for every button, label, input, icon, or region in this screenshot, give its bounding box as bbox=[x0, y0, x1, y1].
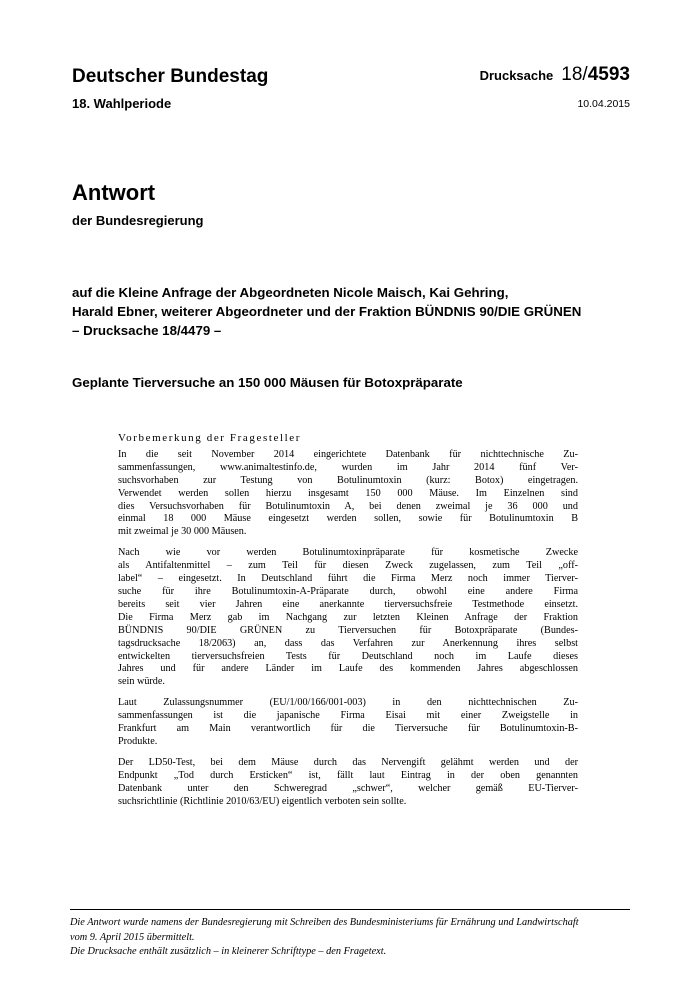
text-line: Nach wie vor werden Botulinumtoxinpräparate für kosmetische Zwecke bbox=[118, 547, 578, 559]
text-line: suchsrichtlinie (Richtlinie 2010/63/EU) eigentlich verboten sein sollte. bbox=[118, 795, 407, 807]
text-line: entwickelten tierversuchsfreien Tests für Deutschland noch im Laufe dieses bbox=[118, 650, 578, 662]
text-line: Laut Zulassungsnummer (EU/1/00/166/001-003) in den nichttechnischen Zu- bbox=[118, 697, 578, 709]
text-line: sein würde. bbox=[118, 676, 165, 688]
request-line: Harald Ebner, weiterer Abgeordneter und der Fraktion BÜNDNIS 90/DIE GRÜNEN bbox=[72, 304, 582, 319]
text-line: Jahres und für andere Länder im Laufe des kommenden Jahres abgeschlossen bbox=[118, 663, 578, 675]
text-line: mit zweimal je 30 000 Mäusen. bbox=[118, 526, 247, 538]
document-type: Antwort bbox=[72, 180, 156, 205]
footer-line: Die Antwort wurde namens der Bundesregierung mit Schreiben des Bundesministeriums für Ernährung und Landwirtschaft bbox=[70, 917, 579, 928]
footer-divider bbox=[70, 909, 630, 910]
text-line: bereits seit vier Jahren eine anerkannte tierversuchsfreie Testmethode einsetzt. bbox=[118, 598, 578, 610]
text-line: suche für ihre Botulinumtoxin-A-Präparate durch, obwohl eine andere Firma bbox=[118, 585, 578, 597]
text-line: In die seit November 2014 eingerichtete Datenbank für nichttechnische Zu- bbox=[118, 448, 578, 460]
text-line: suchsvorhaben zur Testung von Botulinumtoxin (kurz: Botox) eingetragen. bbox=[118, 474, 578, 486]
request-reference bbox=[72, 283, 642, 340]
paragraph bbox=[118, 697, 578, 749]
request-line: – Drucksache 18/4479 – bbox=[72, 323, 222, 338]
text-line: Datenbank unter den Schweregrad „schwer“, welcher gemäß EU-Tierver- bbox=[118, 782, 578, 794]
text-line: BÜNDNIS 90/DIE GRÜNEN zu Tierversuchen für Botoxpräparate (Bundes- bbox=[118, 624, 578, 636]
text-line: dies Versuchsvorhaben für Botulinumtoxin A, bei denen zweimal je 36 000 und bbox=[118, 500, 578, 512]
text-line: als Antifaltenmittel – zum Teil für diesen Zweck zugelassen, zum Teil „off- bbox=[118, 560, 578, 572]
text-line: Endpunkt „Tod durch Ersticken“ ist, fällt laut Eintrag in der oben genannten bbox=[118, 769, 578, 781]
text-line: sammenfassungen, www.animaltestinfo.de, wurden im Jahr 2014 fünf Ver- bbox=[118, 461, 578, 473]
drucksache-label: Drucksache bbox=[479, 68, 554, 83]
footer-line: Die Drucksache enthält zusätzlich – in kleinerer Schrifttype – den Fragetext. bbox=[70, 946, 387, 957]
document-date: 10.04.2015 bbox=[577, 98, 630, 110]
text-line: Die Firma Merz gab im Nachgang zur letzten Kleinen Anfrage der Fraktion bbox=[118, 611, 578, 623]
footer-note bbox=[70, 916, 640, 960]
election-period: 18. Wahlperiode bbox=[72, 96, 172, 111]
preliminary-remark bbox=[118, 432, 578, 816]
preliminary-heading: Vorbemerkung der Fragesteller bbox=[118, 432, 302, 444]
request-line: auf die Kleine Anfrage der Abgeordneten Nicole Maisch, Kai Gehring, bbox=[72, 285, 509, 300]
text-line: label“ – eingesetzt. In Deutschland führt die Firma Merz noch immer Tierver- bbox=[118, 573, 578, 585]
text-line: sammenfassungen ist die japanische Firma Eisai mit einer Zweigstelle in bbox=[118, 710, 578, 722]
institution-name: Deutscher Bundestag bbox=[72, 66, 269, 87]
document-subtitle: der Bundesregierung bbox=[72, 213, 204, 228]
text-line: Produkte. bbox=[118, 735, 158, 747]
footer-line: vom 9. April 2015 übermittelt. bbox=[70, 931, 195, 943]
text-line: Der LD50-Test, bei dem Mäuse durch das Nervengift gelähmt werden und der bbox=[118, 756, 578, 768]
text-line: einmal 18 000 Mäuse eingesetzt werden sollen, sowie für Botulinumtoxin B bbox=[118, 513, 578, 525]
drucksache-number bbox=[480, 64, 630, 86]
text-line: Verwendet werden sollen hierzu insgesamt 150 000 Mäuse. Im Einzelnen sind bbox=[118, 487, 578, 499]
text-line: tagsdrucksache 18/2063) an, dass das Verfahren zur Anerkennung ihres selbst bbox=[118, 637, 578, 649]
paragraph bbox=[118, 757, 578, 809]
paragraph bbox=[118, 449, 578, 539]
drucksache-id: 4593 bbox=[587, 64, 630, 85]
topic-title: Geplante Tierversuche an 150 000 Mäusen für Botoxpräparate bbox=[72, 375, 463, 390]
text-line: Frankfurt am Main verantwortlich für die Tierversuche für Botulinumtoxin-B- bbox=[118, 723, 578, 735]
drucksache-prefix: 18/ bbox=[561, 64, 588, 85]
paragraph bbox=[118, 547, 578, 689]
